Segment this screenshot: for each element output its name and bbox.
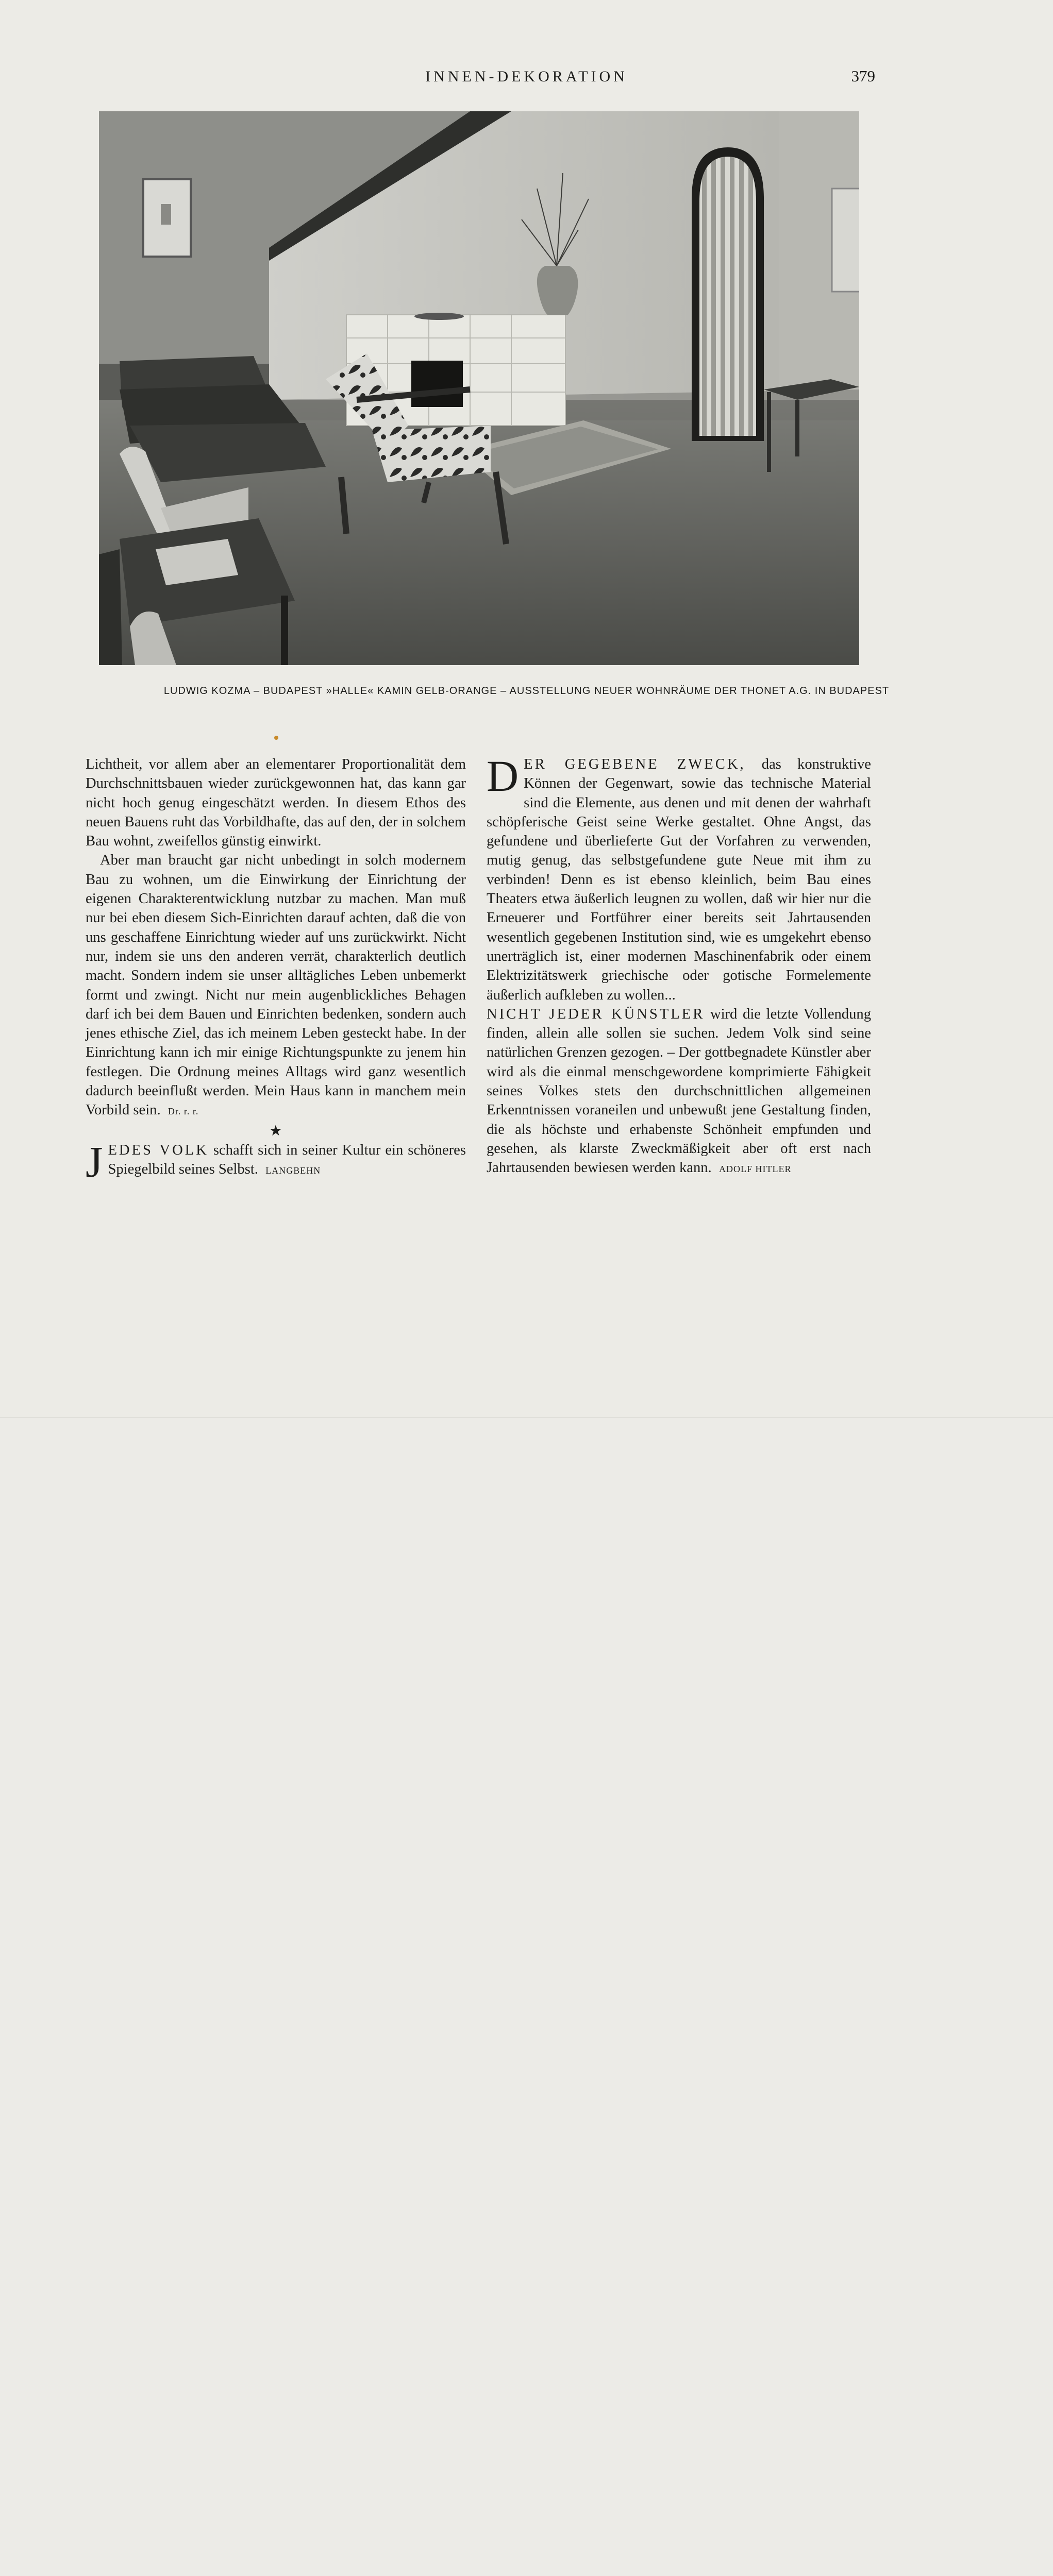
left-column — [86, 755, 466, 1187]
right-paragraph-1 — [487, 751, 871, 1005]
right-paragraph-2-text: wird die letzte Vollendung finden, allein alle sollen sie suchen. Jedem Volk sind seine natürlichen Grenzen gezogen. – Der gottbegnadete Künstler aber wird als die einmal menschgewordene komprimierte Fähigkeit seines Volkes stets den durchschnittlichen allgemeinen Erkenntnissen voraneilen und unbewußt jene Gestaltung finden, die als höchste und erhabenste Schönheit empfunden und gesehen, als klarste Zweckmäßigkeit aber oft erst nach Jahrtausenden bewiesen werden kann. — [487, 1006, 871, 1176]
left-paragraph-2 — [86, 851, 466, 1121]
ink-spot — [274, 736, 278, 740]
left-paragraph-2-signature: Dr. r. r. — [168, 1106, 199, 1117]
quote-caps: EDES VOLK — [108, 1142, 209, 1158]
quote-dropcap: J — [86, 1137, 103, 1187]
running-title: INNEN-DEKORATION — [425, 68, 628, 85]
right-paragraph-2-signature: ADOLF HITLER — [718, 1164, 792, 1175]
section-star: ★ — [269, 1123, 282, 1139]
page-number: 379 — [851, 67, 875, 85]
left-paragraph-1: Lichtheit, vor allem aber an elementarer Proportionalität dem Durchschnittsbauen wieder zurückgewonnen hat, das kann gar nicht hoch genug eingeschätzt werden. In diesem Ethos des neuen Bauens ruht das Vorbildhafte, das auf den, der in solchem Bau wohnt, zweifellos günstig einwirkt. — [86, 756, 466, 850]
viewer-footer — [0, 1417, 1053, 1495]
right-paragraph-1-caps: ER GEGEBENE ZWECK, — [524, 756, 746, 772]
interior-photo — [99, 111, 859, 665]
figure-caption: LUDWIG KOZMA – BUDAPEST »HALLE« KAMIN GELB-ORANGE – AUSSTELLUNG NEUER WOHNRÄUME DER THONET A.G. IN BUDAPEST — [163, 685, 890, 697]
right-paragraph-2-caps: NICHT JEDER KÜNSTLER — [487, 1006, 705, 1022]
quote-signature: LANGBEHN — [265, 1165, 321, 1176]
right-column — [487, 751, 871, 1179]
right-paragraph-2 — [487, 1005, 871, 1179]
right-dropcap: D — [487, 751, 519, 801]
left-paragraph-2-text: Aber man braucht gar nicht unbedingt in solch modernem Bau zu wohnen, um die Einwirkung der Einrichtung der eigenen Charakterentwicklung nutzbar zu machen. Man muß nur bei eben diesem Sich-Einrichten darauf achten, daß die von uns geschaffene Einrichtung wieder auf uns zurückwirkt. Nicht nur, indem sie uns den anderen verrät, charakterlich deutlich macht. Sondern indem sie unser alltägliches Leben unbemerkt formt und zwingt. Nicht nur mein augenblickliches Behagen darf ich bei dem Bauen und Einrichten bedenken, sondern auch jenes ethische Ziel, das ich meinem Leben gesteckt habe. In der Einrichtung kann ich mir einige Richtungspunkte zu jenem hin festlegen. Die Ordnung meines Alltags wird ganz wesentlich dadurch beeinflußt werden. Mein Haus kann in manchem mein Vorbild sein. — [86, 852, 466, 1118]
langbehn-quote — [86, 1137, 466, 1187]
quote-text: schafft sich in seiner Kultur ein schöneres Spiegelbild seines Selbst. — [108, 1142, 466, 1178]
right-paragraph-1-text: das konstruktive Können der Gegenwart, sowie das technische Material sind die Elemente, aus denen und mit denen der wahrhaft schöpferische Geist seine Werke gestaltet. Ohne Angst, das gefundene und überlieferte Gut der Vorfahren zu verwenden, mutig genug, das selbstgefundene gute Neue mit ihm zu verbinden! Denn es ist ebenso kleinlich, beim Bau eines Theaters etwa äußerlich leugnen zu wollen, daß wir hier nur die Erneuerer und Fortführer einer bereits seit Jahrtausenden wesentlich gegebenen Institution sind, wie es umgekehrt ebenso unerträglich ist, einer modernen Maschinenfabrik oder einem Elektrizitätswerk griechische oder gotische Formelemente äußerlich aufkleben zu wollen... — [487, 756, 871, 1003]
